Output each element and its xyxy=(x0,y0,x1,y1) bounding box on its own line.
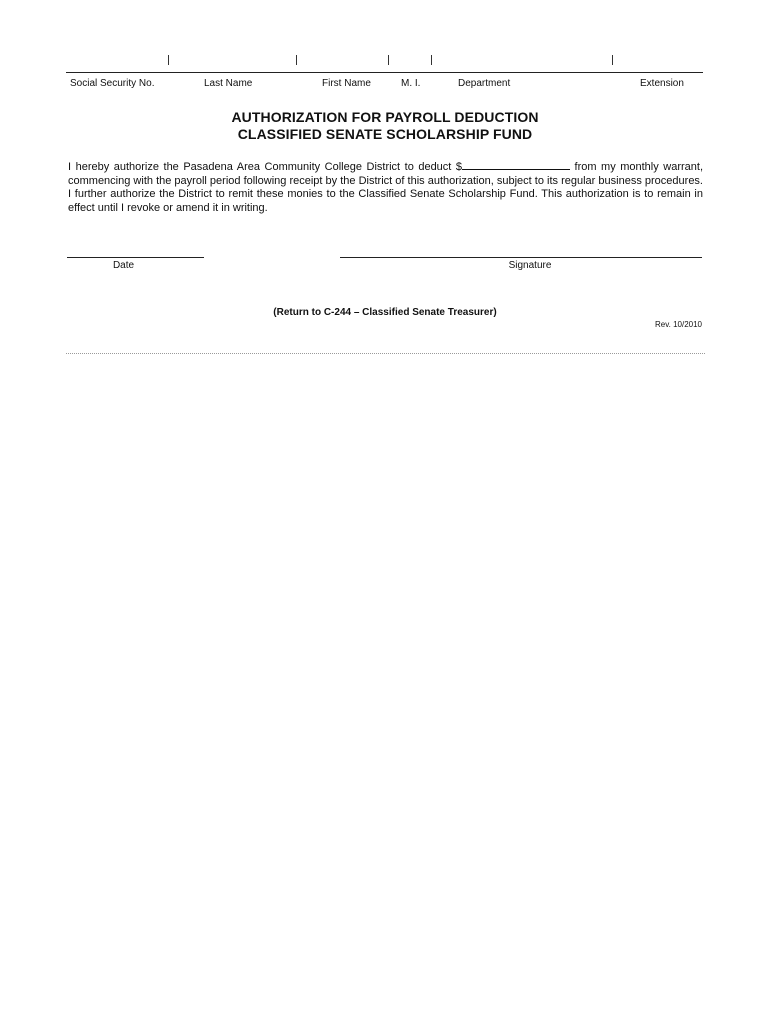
authorization-paragraph xyxy=(68,159,703,215)
form-title-line1: AUTHORIZATION FOR PAYROLL DEDUCTION xyxy=(231,109,539,125)
form-title-line2: CLASSIFIED SENATE SCHOLARSHIP FUND xyxy=(237,126,533,142)
first-name-label: First Name xyxy=(322,78,371,89)
revision-date: Rev. 10/2010 xyxy=(655,320,702,329)
employee-info-line[interactable] xyxy=(66,72,703,73)
signature-line[interactable] xyxy=(340,257,702,258)
field-divider xyxy=(431,55,432,65)
signature-label: Signature xyxy=(508,260,552,271)
last-name-label: Last Name xyxy=(204,78,253,89)
authorization-text-part2: from my monthly warrant, commencing with the payroll period following receipt by the District of this authorization, subject to its regular business procedures. I further authorize the District to remit these monies to the Classified Senate Scholarship Fund. This authorization is to remain in effect until I revoke or amend it in writing. xyxy=(68,161,704,214)
field-divider xyxy=(168,55,169,65)
field-divider xyxy=(388,55,389,65)
return-instructions: (Return to C-244 – Classified Senate Treasurer) xyxy=(273,307,497,318)
date-label: Date xyxy=(112,260,135,271)
field-divider xyxy=(612,55,613,65)
authorization-text-part1: I hereby authorize the Pasadena Area Community College District to deduct $ xyxy=(68,161,462,173)
department-label: Department xyxy=(458,78,511,89)
middle-initial-label: M. I. xyxy=(401,78,421,89)
deduction-amount-field[interactable] xyxy=(462,159,570,170)
dotted-cut-line xyxy=(66,353,705,354)
ssn-label: Social Security No. xyxy=(70,78,155,89)
extension-label: Extension xyxy=(640,78,684,89)
field-divider xyxy=(296,55,297,65)
date-line[interactable] xyxy=(67,257,204,258)
